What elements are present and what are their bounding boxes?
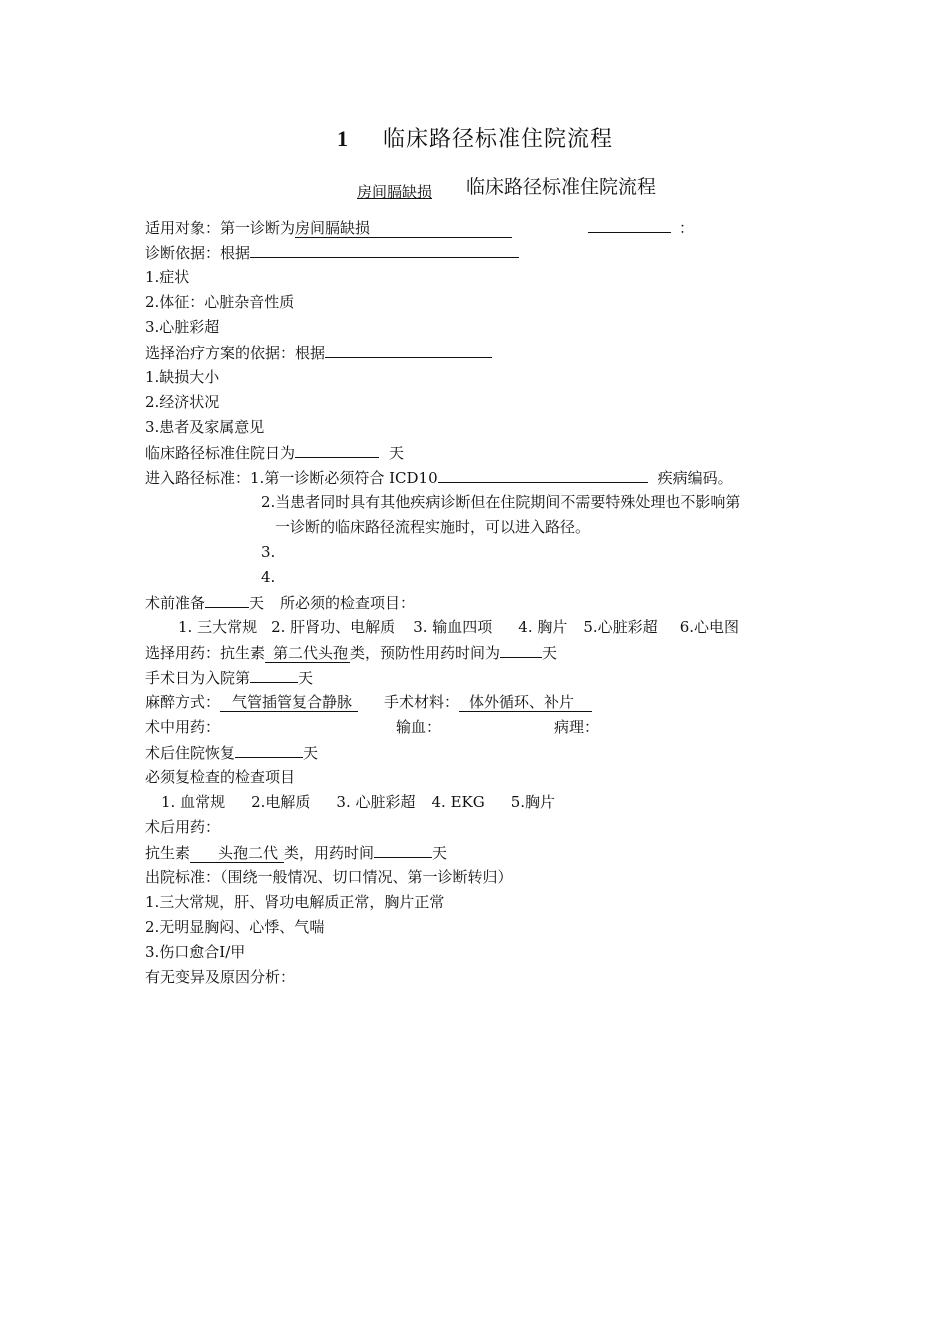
recheck-item: 2.电解质 <box>251 793 311 811</box>
drug-choice-blank <box>500 642 542 658</box>
antibiotic-field <box>190 845 284 863</box>
stay-days-label: 临床路径标准住院日为 <box>145 444 296 462</box>
diagnosis-basis-line <box>145 242 519 263</box>
antibiotic-blank <box>374 842 432 858</box>
postop-drugs-label: 术后用药： <box>145 818 221 836</box>
antibiotic-mid: 类，用药时间 <box>284 844 375 862</box>
treatment-item: 3.患者及家属意见 <box>145 418 265 436</box>
preop-check-item: 1. 三大常规 <box>178 618 258 636</box>
applicable-colon: ： <box>679 219 695 237</box>
anesthesia-field <box>220 694 358 712</box>
entry-item1-prefix: 1.第一诊断必须符合 ICD10 <box>250 469 438 487</box>
drug-choice-field <box>265 645 350 663</box>
entry-item4: 4. <box>261 568 276 586</box>
discharge-item: 2.无明显胸闷、心悸、气喘 <box>145 918 325 936</box>
preop-check-item: 3. 输血四项 <box>413 618 493 636</box>
surgery-day-label: 手术日为入院第 <box>145 669 251 687</box>
preop-check-item: 2. 肝肾功、电解质 <box>271 618 396 636</box>
surgery-day-unit: 天 <box>298 669 314 687</box>
preop-checks-line <box>178 617 739 637</box>
anesthesia-label: 麻醉方式： <box>145 693 221 711</box>
antibiotic-line <box>145 842 447 863</box>
drug-choice-value: 第二代头孢 <box>273 644 349 662</box>
antibiotic-unit: 天 <box>432 844 448 862</box>
intraop-drugs-label: 术中用药： <box>145 718 221 736</box>
recheck-items-line <box>161 792 555 812</box>
drug-choice-label: 选择用药：抗生素 <box>145 644 266 662</box>
anesthesia-value: 气管插管复合静脉 <box>232 693 353 711</box>
material-label: 手术材料： <box>384 693 460 711</box>
preop-blank <box>205 592 249 608</box>
treatment-item: 1.缺损大小 <box>145 368 220 386</box>
applicable-value: 房间膈缺损 <box>295 219 371 237</box>
treatment-basis-blank <box>325 342 492 358</box>
treatment-item: 2.经济状况 <box>145 393 220 411</box>
drug-choice-unit: 天 <box>542 644 558 662</box>
discharge-label: 出院标准：（围绕一般情况、切口情况、第一诊断转归） <box>145 868 513 886</box>
surgery-day-line <box>145 667 313 688</box>
applicable-blank <box>588 217 671 233</box>
anesthesia-line <box>145 692 592 712</box>
preop-unit: 天 <box>249 594 265 612</box>
recheck-item: 5.胸片 <box>510 793 556 811</box>
applicable-label: 适用对象：第一诊断为 <box>145 219 296 237</box>
postop-stay-unit: 天 <box>303 744 319 762</box>
page-title <box>0 122 950 153</box>
recheck-label: 必须复检查的检查项目 <box>145 768 296 786</box>
preop-check-item: 4. 胸片 <box>518 618 568 636</box>
entry-line <box>145 467 733 488</box>
title-number: 1 <box>336 126 349 151</box>
entry-label: 进入路径标准： <box>145 469 251 487</box>
icd10-blank <box>438 467 648 483</box>
diagnosis-basis-label: 诊断依据：根据 <box>145 244 251 262</box>
postop-stay-line <box>145 742 318 763</box>
surgery-day-blank <box>250 667 298 683</box>
material-field <box>459 694 592 712</box>
drug-choice-line <box>145 642 557 663</box>
discharge-item: 1.三大常规，肝、肾功电解质正常，胸片正常 <box>145 893 445 911</box>
postop-stay-blank <box>235 742 303 758</box>
recheck-item: 1. 血常规 <box>161 793 226 811</box>
stay-days-unit: 天 <box>389 444 405 462</box>
diagnosis-item: 3.心脏彩超 <box>145 318 220 336</box>
variation-label: 有无变异及原因分析： <box>145 968 296 986</box>
entry-item1-suffix: 疾病编码。 <box>657 469 733 487</box>
recheck-item: 4. EKG <box>431 793 485 811</box>
pathology-label: 病理： <box>554 718 600 736</box>
stay-days-line <box>145 442 404 463</box>
transfusion-label: 输血： <box>396 718 442 736</box>
postop-stay-label: 术后住院恢复 <box>145 744 236 762</box>
preop-line <box>145 592 415 613</box>
title-text: 临床路径标准住院流程 <box>382 127 613 152</box>
applicable-value-field <box>295 220 512 238</box>
subtitle-text: 临床路径标准住院流程 <box>466 176 657 198</box>
antibiotic-label: 抗生素 <box>145 844 191 862</box>
entry-item2-line1: 2.当患者同时具有其他疾病诊断但在住院期间不需要特殊处理也不影响第 <box>261 493 741 511</box>
preop-checks-label: 所必须的检查项目： <box>280 594 416 612</box>
diagnosis-basis-blank <box>250 242 519 258</box>
stay-days-blank <box>295 442 379 458</box>
subtitle <box>357 172 656 199</box>
discharge-item: 3.伤口愈合Ⅰ/甲 <box>145 943 246 961</box>
preop-check-item: 5.心脏彩超 <box>583 618 658 636</box>
treatment-basis-line <box>145 342 492 363</box>
antibiotic-value: 头孢二代 <box>218 844 279 862</box>
material-value: 体外循环、补片 <box>469 693 575 711</box>
preop-check-item: 6.心电图 <box>679 618 739 636</box>
entry-item3: 3. <box>261 543 276 561</box>
entry-item2-line2: 一诊断的临床路径流程实施时，可以进入路径。 <box>275 518 591 536</box>
recheck-item: 3. 心脏彩超 <box>336 793 416 811</box>
treatment-basis-label: 选择治疗方案的依据：根据 <box>145 344 326 362</box>
drug-choice-mid: 类，预防性用药时间为 <box>350 644 501 662</box>
preop-label: 术前准备 <box>145 594 206 612</box>
diagnosis-item: 1.症状 <box>145 268 190 286</box>
subtitle-disease: 房间膈缺损 <box>357 183 433 201</box>
applicable-line <box>145 217 694 238</box>
diagnosis-item: 2.体征：心脏杂音性质 <box>145 293 295 311</box>
